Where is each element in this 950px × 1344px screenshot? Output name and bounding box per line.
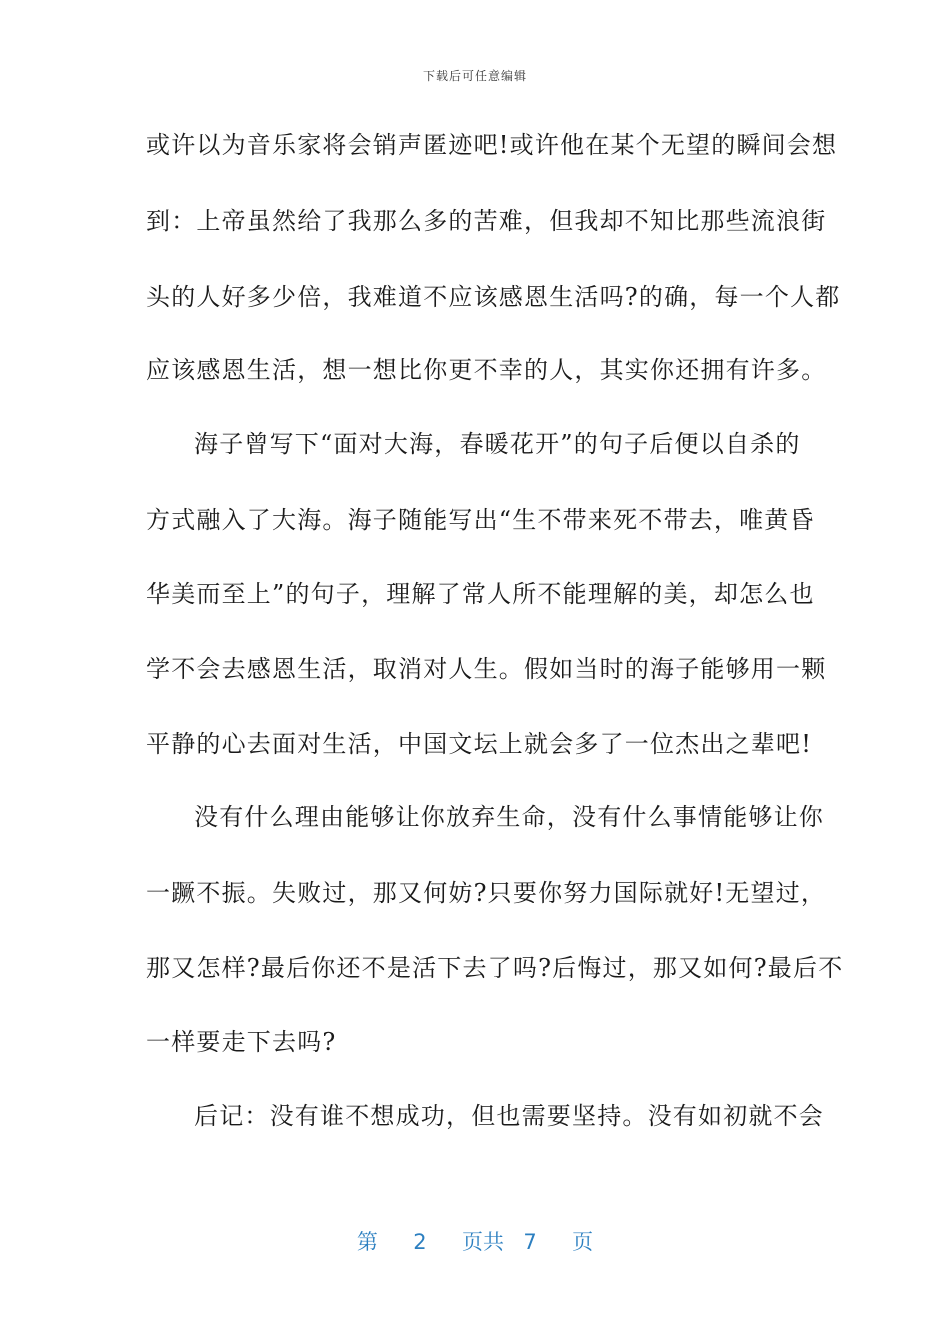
page-label-mid: 页共 xyxy=(462,1230,504,1254)
current-page-number: 2 xyxy=(413,1230,427,1254)
page-label-suffix: 页 xyxy=(572,1230,594,1254)
body-line: 头的人好多少倍，我难道不应该感恩生活吗?的确，每一个人都 xyxy=(146,283,841,311)
body-line: 方式融入了大海。海子随能写出“生不带来死不带去，唯黄昏 xyxy=(146,506,815,534)
paragraph-start-line: 后记：没有谁不想成功，但也需要坚持。没有如初就不会 xyxy=(194,1102,824,1130)
header-note: 下载后可任意编辑 xyxy=(422,69,527,83)
paragraph-start-line: 没有什么理由能够让你放弃生命，没有什么事情能够让你 xyxy=(194,803,824,831)
body-line: 那又怎样?最后你还不是活下去了吗?后悔过，那又如何?最后不 xyxy=(146,954,844,982)
body-line: 应该感恩生活，想一想比你更不幸的人，其实你还拥有许多。 xyxy=(146,356,827,384)
body-line: 学不会去感恩生活，取消对人生。假如当时的海子能够用一颗 xyxy=(146,655,827,683)
page-footer xyxy=(0,1226,950,1256)
page-label-prefix: 第 xyxy=(356,1230,378,1254)
body-line: 一样要走下去吗? xyxy=(146,1028,337,1056)
paragraph-start-line: 海子曾写下“面对大海，春暖花开”的句子后便以自杀的 xyxy=(194,430,801,458)
body-line: 一蹶不振。失败过，那又何妨?只要你努力国际就好!无望过， xyxy=(146,879,827,907)
body-line: 华美而至上”的句子，理解了常人所不能理解的美，却怎么也 xyxy=(146,580,815,608)
body-line: 或许以为音乐家将会销声匿迹吧!或许他在某个无望的瞬间会想 xyxy=(146,131,838,159)
body-line: 到：上帝虽然给了我那么多的苦难，但我却不知比那些流浪街 xyxy=(146,207,827,235)
total-pages-number: 7 xyxy=(523,1230,537,1254)
body-line: 平静的心去面对生活，中国文坛上就会多了一位杰出之辈吧! xyxy=(146,730,813,758)
